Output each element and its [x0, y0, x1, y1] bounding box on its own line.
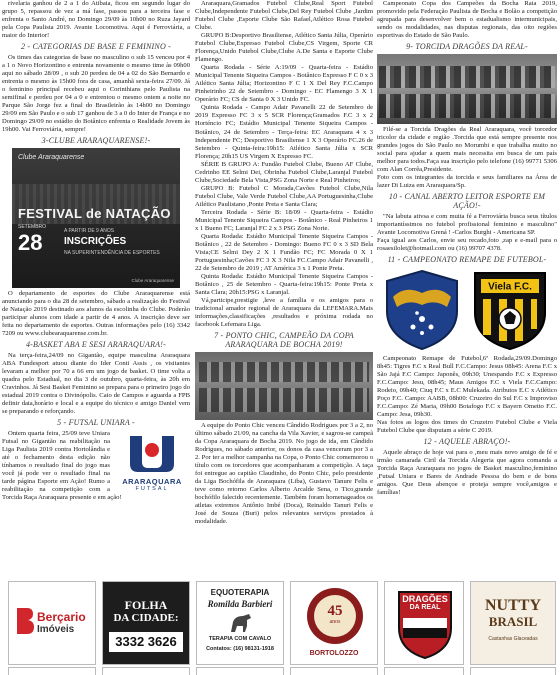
ad-row2-slot [384, 667, 464, 675]
section-title-base-feminino: 2 - CATEGORIAS DE BASE E FEMININO - [20, 42, 171, 52]
article-body: Aquele abraço de hoje vai para o ,meu mais novo amigo de fé e irmão camarada Ciril da Torcida Alegeria que agora comanda a Torcida Raça Araraquara no jogos de Basket masculino,feminino ,Futsal Uniara e Bares de Andrade Pessoa do bem e de bons amigos. Que Deus abençoe e proteja sempre você,amigos e famílias! [377, 448, 557, 497]
futsal-logo-sub: FUTSAL [135, 486, 169, 493]
article-body: SÉRIE B GRUPO A: Fundão Futebol Clube, Bueno AF Clube, Cedrinho EE Selmi Dei, Obrinha Futebol Clube,Laranjal Futebol Clube,Sociedade Bela Vista,PSG Zona Norte e Real Pinheiros; [195, 160, 373, 184]
ad-title: NUTTY [484, 597, 541, 614]
ad-row2-slot [290, 667, 378, 675]
article-body: GRUPO B:Desportivo Brasiliense, Atlético Santa Júlia, Operário Futebol Clube,Expresso Futebol Clube,CS Virgem, Sporte CR Florença,Unido Futebol Clube,Clube A.De Santa e Esporte Clube Flamengo. [195, 32, 373, 64]
section-title-dragoes: 9- TORCIDA DRAGÕES DA REAL- [406, 42, 528, 52]
column-right [377, 0, 557, 580]
article-body: Quarta Rodada - Série A:19/09 - Quarta-feira - Estádio Municipal Tenente Siqueira Campos - Botânico Expresso F C 0 x 3 Atlético Santa Júlia; Horizontino F C 1 X Del Rey F.C.Campo Pinheirinho 22 de Setembro - Domingo - EC Flamengo 3 X 1 Operário FC; CS de Santa 0 X 3 Unido FC. [195, 64, 373, 104]
fan-row-back [379, 66, 555, 88]
section-title-futsal: 5 - FUTSAL UNIARA - [57, 418, 135, 428]
ad-equoterapia[interactable] [196, 581, 284, 665]
ad-anniversary-label: anos [329, 619, 341, 625]
poster-club-name: Clube Araraquarense [18, 154, 85, 162]
ad-row2-slot [470, 667, 556, 675]
column-middle [195, 0, 373, 580]
article-body: GRUPO B: Futebol C Morada,Cavões Futebol Clube,Nila Futebol Clube, Vale Verde Futebol Clube,AA Portuguesinha,Clube Atlético Paulistano ,Ponte Preta e Santa Clara; [195, 184, 373, 208]
team-row-front [199, 388, 369, 412]
ad-tagline: Castanhas Glaceadas [488, 636, 538, 642]
ad-bortolozzo[interactable] [290, 581, 378, 665]
article-body: O departamento de esportes do Clube Araraquarense está anunciando para o dia 28 de setembro, sábado a realização do Festival de Natação 2019 destinado aos alunos da escolinha do Clube. Poderão participar alunos com idade a partir de 4 anos. A inscrição deve ser feita no departamento de esportes. Outras informações pelo (16) 3342 7209 ou www.clubearaquarense.com.br. [2, 290, 190, 338]
ad-folha-da-cidade[interactable] [102, 581, 190, 665]
poster-month: SETEMBRO [18, 224, 47, 231]
fan-row-front [379, 94, 555, 118]
ad-title: FOLHA [124, 598, 168, 612]
dragoes-da-real-photo [377, 54, 557, 124]
ad-title: Berçario [37, 610, 86, 624]
ad-bercario-imoveis[interactable] [8, 581, 96, 665]
ad-title: BORTOLOZZO [309, 650, 359, 657]
article-body: Na terça-feira,24/09 no Gigantão, equipe masculina Araraquara ABA Fundesport atuou diante do Ider Conti Assis , os visitantes levaram a melhor por 70 a 66 em um jogo de basket. O time volta a quadra pelo Estadual, no dia 3 de outubro, quarta-feira, às 20h em Cravinhos. Já Sesi Basket Feminino se prepara para o primeiro jogo do estadual 2019 contra o Divinópolis. Caio de Campos e aguarda a FPB definir data,horário e local e a equipe do técnico e amigo Daniel vem se preparando e reforçando. [2, 352, 190, 416]
cruzeiro-crest-icon [381, 267, 463, 351]
poster-inscricoes-sub: NA SUPERINTENDÊNCIA DE ESPORTES [64, 250, 160, 257]
section-title-remape: 11 - CAMPEONATO REMAPE DE FUTEBOL- [387, 254, 547, 264]
article-body: Ontem quarta feira, 25/09 teve Uniara Futsal no Gigantão na reabilitação na Liga Paulista 2019 contra Hortolândia e até o fechamento desta edição não tínhamos o resultado final do jogo mas você já pode ver o resultado final na tarde página Esporte em Ação! Rumo a reabilitação na competição com a Torcida Raça Araraquara presente e em ação! [2, 430, 122, 502]
futsal-logo-mark [122, 432, 182, 474]
ad-nutty-brasil[interactable] [470, 581, 556, 665]
ad-subtitle: DA CIDADE: [113, 612, 179, 624]
article-body: Vá,participe,prestigie ,leve a família e os amigos para o tradicional amador regional de Araraquara da LEFEMARA.Mais informações,classificações ,resultados e próxima rodada no facebook Lefemara Liga. [195, 297, 373, 329]
ad-anniversary: 45 [327, 603, 343, 619]
ad-subtitle: BRASIL [488, 614, 538, 629]
bercario-logo-icon [15, 606, 35, 636]
poster-day: 28 [18, 230, 43, 256]
article-body: Terceira Rodada - Série B: 18/09 - Quarta-feira - Estádio Municipal Tenente Siqueira Campos - Botânico - Real Pinheiros 1 x 1 Bueno FC; Laranjal FC 2 x 3 PSG Zona Norte. [195, 208, 373, 232]
section-title-aquele-abraco: 12 - AQUELE ABRAÇO!- [423, 437, 511, 447]
article-body: Filé-se a Torcida Dragões da Real Araraquara, você torcedor tricolor da cidade e região .Torcida que está sempre presente nos grandes jogos do São Paulo no Morumbi e que trabalha muito no social para ajudar a quem mais necessita em busca de um país melhor para todos.Faça sua inscrição pelo telefone (16) 99771 5306 com Alan Corrêa,Presidente. Foto com os integrantes da torcida e seus familiares na Área de lazer Di Luiza em Araraquara/Sp. [377, 125, 557, 190]
article-intro: Araraquara,Gramados Futebol Clube,Real Sport Futebol Clube,Independente Futebol Clube,Del Rey Futebol Clube ,Jardim Futebol Clube ,Esporte Clube São Rafael,Atlético Rosa Futebol Clube. [195, 0, 373, 32]
article-intro: Campeonato Copa dos Campeões da Bocha Raia 2019, promovido pela Federação Paulista de Bocha e Bolão a competição agrupada para desenvolver bem o estadualismo intermunicipais, sendo os modalidades, nas disputas regionais, das oito regiões esportivas do Estado de São Paulo. [377, 0, 557, 40]
poster-footer: Clube Araraquarense [131, 277, 174, 283]
article-intro: rivelaria ganhou de 2 a 1 do Atibaia, ficou em segundo lugar do grupo 5, repassou de vez a má fase, passou para a terceira fase e enfrenta o Santo André, no Domingo 29/09 às 10h00 no Ruza Jayard pela Copa Paulista 2019. Avante Locomotiva. Aqui é Ferroviária, a maior do Interior! [2, 0, 190, 40]
ad-tagline: TERAPIA COM CAVALO [208, 636, 272, 642]
team-crests [377, 267, 557, 353]
viela-crest-name: Viela F.C. [488, 281, 532, 293]
ad-dragoes-da-real[interactable] [384, 581, 464, 665]
section-title-clube-araraquarense: 3-CLUBE ARARAQUARENSE!- [41, 136, 151, 146]
poster-title: FESTIVAL de NATAÇÃO [18, 206, 171, 222]
article-body: "Na labuta ativsa e com muita fé a Ferroviária busca seus títulos importantíssimos no futebol profissional feminino e masculino" Avante Locomotiva Grená ! -Carlos Burghi - Americana SP. Faça igual aos Carlos, envie seu recado,foto ,zap e e-mail para o rosaesilolet@hotmail.com ou (16) 99707 4378. [377, 212, 557, 252]
futsal-logo-name: ARARAQUARA [122, 477, 182, 487]
section-title-basket: 4-BASKET ABA E SESI ARARAQUARA!- [25, 340, 166, 350]
team-row-back [199, 362, 369, 382]
ad-phone: 3332 3626 [109, 632, 183, 652]
ad-subtitle: Imóveis [37, 624, 75, 635]
ad-subtitle: DA REAL [409, 604, 441, 611]
horse-icon [227, 612, 255, 634]
ad-title: EQUOTERAPIA [210, 588, 270, 597]
article-body: Quinta Rodada - Campo Adair Pavanelli 22 de Setembro de 2019 Expresso FC 3 x 5 SCR Florença;Gramados F.C 3 x 2 Horténcio FC; Estádio Municipal Tenente Siqueira Campos - Botânico, 24 de Setembro - Terça-feira: EC Araraquara 4 x 3 Independente FC; Desportivo Brasiliense 1 X 3 Operário FC.26 de Setembro - Quinta-feira:19h15: Atlético Santa Júlia x SCR Florença; 20h15 US Virgem X Expresso FC. [195, 104, 373, 160]
ad-phone: Contatos: (16) 98131-1918 [206, 646, 274, 652]
ad-row2-slot [8, 667, 96, 675]
ads-row [8, 581, 556, 675]
ad-row2-slot [102, 667, 190, 675]
section-title-ponto-chic: 7 - PONTO CHIC, CAMPEÃO DA COPA ARARAQUARA DE BOCHA 2019! [214, 331, 354, 350]
section-title-canal-aberto: 10 - CANAL ABERTO LEITOR ESPORTE EM AÇÃO!- [388, 192, 546, 210]
article-body: Quarta Rodada: Estádio Municipal Tenente Siqueira Campos - Botânico , 22 de Setembro - Domingo: Bueno FC 0 x 3 SD Bela Vista;CE Selmi Dey 2 X 1 Fundão FC; FC Morada 0 X 1 Portuguesinha;Cavões FC 3 X 3 Nila FC.Campo Adair Pavanelli , 22 de Setembro de 2019 ; AT América 3 x 1 Ponte Preta. [195, 232, 373, 273]
poster-inscricoes: INSCRIÇÕES [64, 236, 127, 248]
ad-title: DRAGÕES [402, 594, 448, 604]
ponto-chic-team-photo [195, 352, 373, 420]
article-body: Campeonato Remape de Futebol,6ª Rodada,29/09.Domingo 8h45: Tigres F.C x Real Bull F.C.Campo: Jesus 08h45: Arena F.C x São Jajá F.C Campo: Japonês, 09h30; Unespando F.C x Expresso F.C.Campo: Jesu, 08h45; Maus Amigos F.C x Viela F.C.Campo: Rodeio, 09h40; Ciuq F.C x E.C Mulekada. Atributos E.C x Atlético Poço F.C. Campo: AABB, 08h00: Cruzeiro do Sul F.C x Improviso F.C.Campo: Zé Maria, 09h00 Botafogo F.C x Bayern Ometto F.C. Campo: Jesa, 09h30. Nas fotos as logos dos times do Cruzeiro Futebol Clube e Viela Futebol Clube que disputam a série C 2019. [377, 354, 557, 435]
article-body: A equipe do Ponto Chic venceu Cândido Rodrigues por 3 a 2, no último sábado 21/09, na cancha da Vila Xavier, e sagrou-se campeã da Copa Araraquara de Bocha 2019. No jogo de ida, em Cândido Rodrigues, no sábado anterior, os donos da casa venceram por 3 a 2. Por ter a melhor campanha na Copa, o Ponto Chic comemorou o título com os torcedores que acompanharam a competição. A taça foi entregue ao capitão Claudinho, do Ponto Chic, pelo presidente da Liga Bochófila de Araraquara (Liba), Gustavo Tanure Felis e teve como retorno Carlos Alberto Arcalde Sena, o Tico,grande bochófilo falecido recentemente. Também foram homenageados os atletas extremos Antônio Imbé (Doca), Reinaldo Tanuri Felis e José de Souza (Buri) pelos relevantes serviços prestados à modalidade. [195, 421, 373, 526]
article-body: Quinta Rodada: Estádio Municipal Tenente Siqueira Campos - Botânico , 25 de Setembro - Quarta-feira:19h15: Ponte Preta x Santa Clara; 20h15:PSG x Laranjal. [195, 273, 373, 297]
poster-age: A PARTIR DE 9 ANOS [64, 228, 115, 235]
ad-row2-slot [196, 667, 284, 675]
column-left [2, 0, 190, 580]
viela-crest-icon [469, 267, 551, 351]
festival-natacao-poster [12, 148, 180, 288]
ad-subtitle: Romilda Barbieri [207, 599, 273, 609]
uniara-futsal-logo [114, 432, 190, 492]
article-body: Os times das categorias de base no masculino o sub 15 venceu por 4 a 1 o Novo Horizontino e entrenta novamente o mesmo time às 09h00 aqui no sábado 28/09 , o sub 20 perdeu de 04 a 02 do São Bernardo e entrenta o mesmo às 15h00 fora de casa, amanhã sexta-feira 27/09. Já o feminino principal recebeu aqui o Corinthians pelo Paulista na semifinal e perdeu por 04 a 0 e entrentou o mesmo ontem a noite no Parque São Jorge fez a final do Brasileirão às 14h00 no Domingo 29/09 em São Paulo e o sub 17 ganhou de 3 a 0 do Inter de França e no Domingo 29/09 no estádio do Botânico enfrenta o Realidade Jovem às 19h00. Vai Ferroviária, sempre! [2, 53, 190, 134]
